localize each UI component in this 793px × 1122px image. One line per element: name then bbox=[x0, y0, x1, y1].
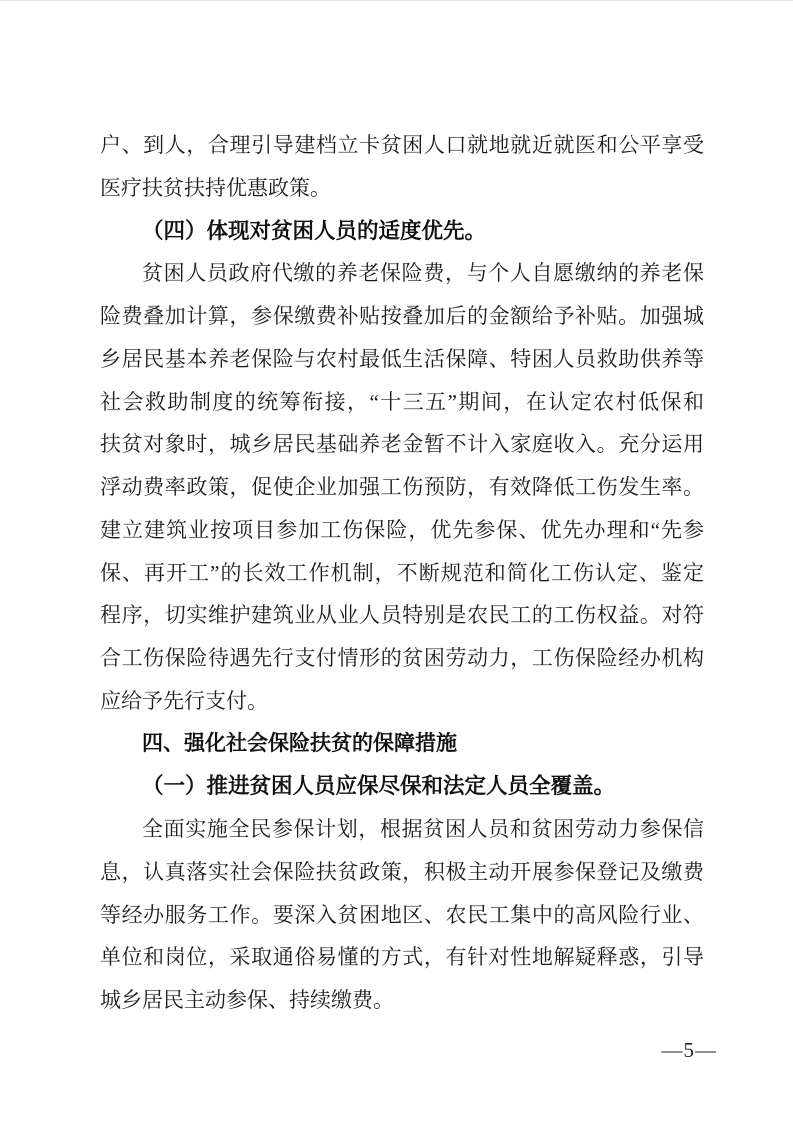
text-line: 单位和岗位，采取通俗易懂的方式，有针对性地解疑释惑，引导 bbox=[100, 945, 704, 970]
page-top-edge bbox=[0, 0, 793, 1]
text-line: 社会救助制度的统筹衔接，“十三五”期间，在认定农村低保和 bbox=[100, 389, 704, 414]
text-line: 贫困人员政府代缴的养老保险费，与个人自愿缴纳的养老保 bbox=[142, 261, 704, 286]
text-line: 浮动费率政策，促使企业加强工伤预防，有效降低工伤发生率。 bbox=[100, 475, 704, 499]
text-line: 全面实施全民参保计划，根据贫困人员和贫困劳动力参保信 bbox=[142, 817, 704, 841]
text-line: 险费叠加计算，参保缴费补贴按叠加后的金额给予补贴。加强城 bbox=[100, 304, 704, 328]
text-line: 户、到人，合理引导建档立卡贫困人口就地就近就医和公平享受 bbox=[100, 133, 704, 157]
text-line: 息，认真落实社会保险扶贫政策，积极主动开展参保登记及缴费 bbox=[100, 859, 704, 884]
text-line: 乡居民基本养老保险与农村最低生活保障、特困人员救助供养等 bbox=[100, 346, 704, 371]
text-line: 扶贫对象时，城乡居民基础养老金暂不计入家庭收入。充分运用 bbox=[100, 432, 704, 457]
text-line: 医疗扶贫扶持优惠政策。 bbox=[100, 175, 331, 200]
document-body bbox=[100, 124, 704, 1022]
text-line: 程序，切实维护建筑业从业人员特别是农民工的工伤权益。对符 bbox=[100, 603, 704, 628]
text-line: 应给予先行支付。 bbox=[100, 688, 268, 713]
heading-line: （一）推进贫困人员应保尽保和法定人员全覆盖。 bbox=[142, 774, 616, 799]
heading-line: （四）体现对贫困人员的适度优先。 bbox=[142, 218, 487, 243]
heading-line: 四、强化社会保险扶贫的保障措施 bbox=[142, 731, 457, 755]
text-line: 保、再开工”的长效工作机制，不断规范和简化工伤认定、鉴定 bbox=[100, 560, 704, 585]
text-line: 建立建筑业按项目参加工伤保险，优先参保、优先办理和“先参 bbox=[100, 517, 704, 542]
text-line: 合工伤保险待遇先行支付情形的贫困劳动力，工伤保险经办机构 bbox=[100, 646, 704, 670]
page-number: —5— bbox=[661, 1038, 717, 1062]
text-line: 等经办服务工作。要深入贫困地区、农民工集中的高风险行业、 bbox=[100, 902, 704, 927]
text-line: 城乡居民主动参保、持续缴费。 bbox=[100, 988, 394, 1012]
